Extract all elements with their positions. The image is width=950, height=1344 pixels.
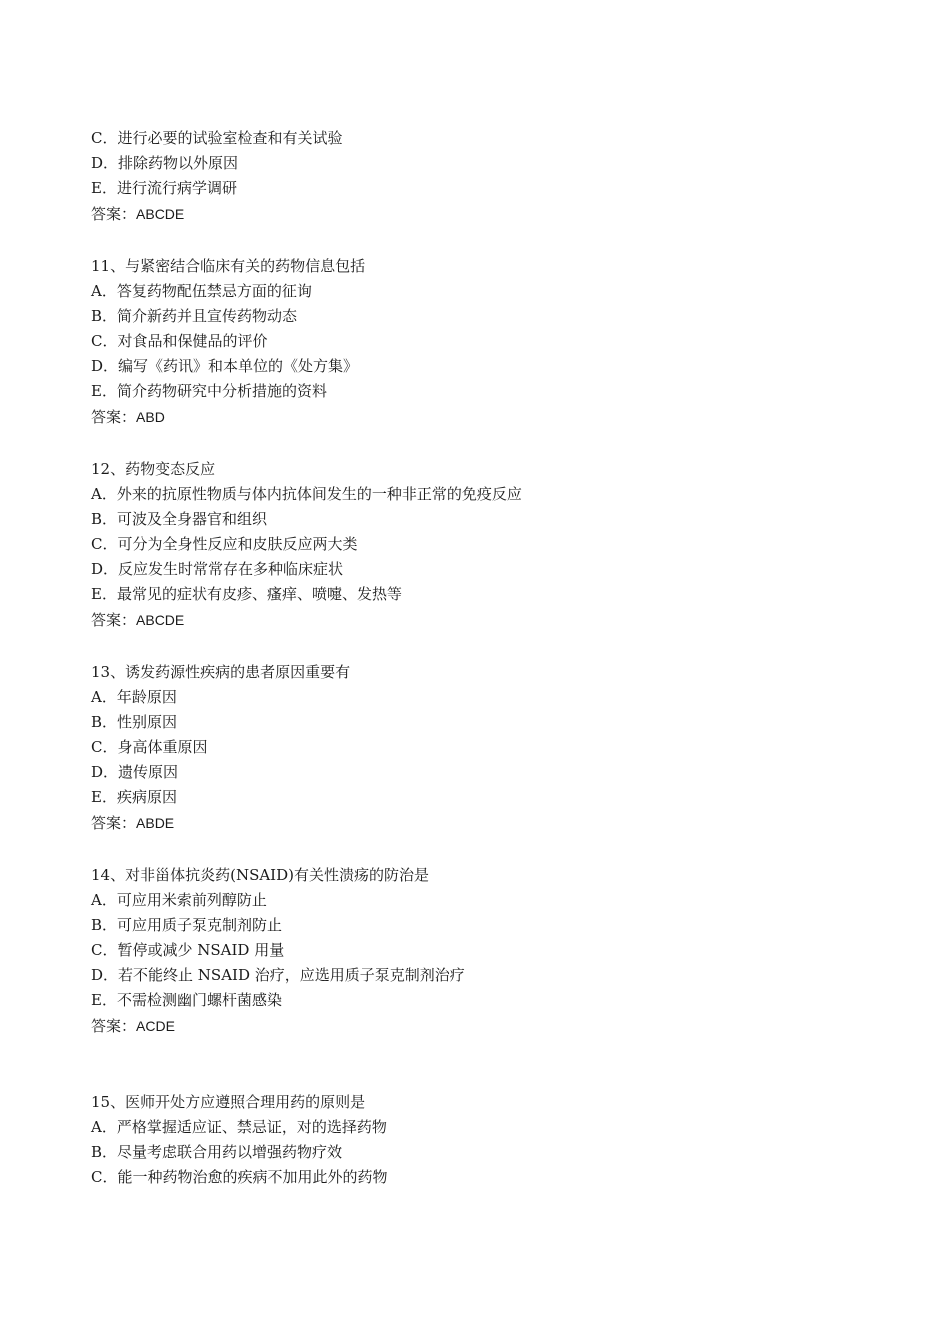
- answer-line: [91, 1013, 871, 1040]
- answer-label: 答案：: [91, 205, 137, 223]
- option-b: B．性别原因: [91, 713, 178, 731]
- question-title: 11、与紧密结合临床有关的药物信息包括: [91, 257, 366, 275]
- option-a: A．年龄原因: [91, 688, 177, 706]
- option-a: A．可应用米索前列醇防止: [91, 891, 267, 909]
- question-block: [91, 863, 871, 1040]
- question-title: 15、医师开处方应遵照合理用药的原则是: [91, 1093, 366, 1111]
- question-block: [91, 1090, 871, 1190]
- answer-line: [91, 810, 871, 837]
- option-c: C．身高体重原因: [91, 738, 208, 756]
- option-b: B．简介新药并且宣传药物动态: [91, 307, 298, 325]
- answer-value: ABD: [136, 409, 165, 425]
- answer-value: ABDE: [136, 815, 175, 831]
- option-a: A．答复药物配伍禁忌方面的征询: [91, 282, 312, 300]
- option-c: C．对食品和保健品的评价: [91, 332, 268, 350]
- answer-line: [91, 404, 871, 431]
- option-e: E．简介药物研究中分析措施的资料: [91, 382, 327, 400]
- option-b: B．可波及全身器官和组织: [91, 510, 268, 528]
- question-block: [91, 126, 871, 228]
- answer-label: 答案：: [91, 611, 137, 629]
- answer-value: ABCDE: [136, 612, 185, 628]
- question-title: 13、诱发药源性疾病的患者原因重要有: [91, 663, 351, 681]
- question-block: [91, 254, 871, 431]
- answer-label: 答案：: [91, 408, 137, 426]
- question-block: [91, 457, 871, 634]
- option-c: C．可分为全身性反应和皮肤反应两大类: [91, 535, 358, 553]
- answer-label: 答案：: [91, 814, 137, 832]
- answer-label: 答案：: [91, 1017, 137, 1035]
- option-a: A．外来的抗原性物质与体内抗体间发生的一种非正常的免疫反应: [91, 485, 522, 503]
- question-title: 12、药物变态反应: [91, 460, 216, 478]
- option-e: E．疾病原因: [91, 788, 177, 806]
- option-e: E．不需检测幽门螺杆菌感染: [91, 991, 282, 1009]
- option-d: D．排除药物以外原因: [91, 154, 239, 172]
- option-e: E．最常见的症状有皮疹、瘙痒、喷嚏、发热等: [91, 585, 402, 603]
- answer-value: ACDE: [136, 1018, 175, 1034]
- option-c: C．能一种药物治愈的疾病不加用此外的药物: [91, 1168, 388, 1186]
- option-d: D．编写《药讯》和本单位的《处方集》: [91, 357, 359, 375]
- option-e: E．进行流行病学调研: [91, 179, 237, 197]
- question-block: [91, 660, 871, 837]
- option-b: B．可应用质子泵克制剂防止: [91, 916, 283, 934]
- option-a: A．严格掌握适应证、禁忌证，对的选择药物: [91, 1118, 387, 1136]
- answer-line: [91, 201, 871, 228]
- option-d: D．若不能终止 NSAID 治疗，应选用质子泵克制剂治疗: [91, 966, 465, 984]
- option-c: C．暂停或减少 NSAID 用量: [91, 941, 285, 959]
- answer-line: [91, 607, 871, 634]
- question-title: 14、对非甾体抗炎药(NSAID)有关性溃疡的防治是: [91, 866, 429, 884]
- document-content: [91, 126, 871, 1190]
- option-b: B．尽量考虑联合用药以增强药物疗效: [91, 1143, 343, 1161]
- answer-value: ABCDE: [136, 206, 185, 222]
- option-c: C．进行必要的试验室检查和有关试验: [91, 129, 343, 147]
- option-d: D．遗传原因: [91, 763, 179, 781]
- option-d: D．反应发生时常常存在多种临床症状: [91, 560, 344, 578]
